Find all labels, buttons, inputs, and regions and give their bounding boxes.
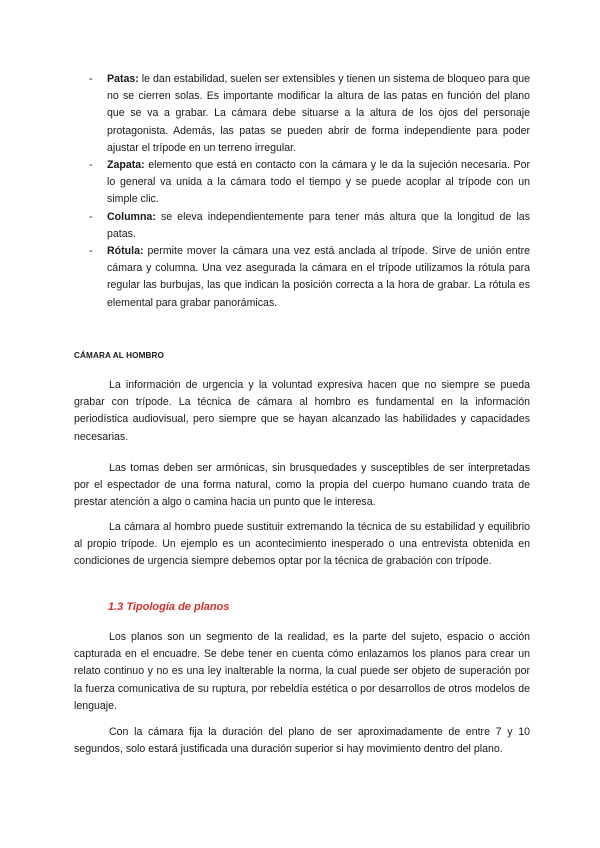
list-dash: - [89,210,93,223]
list-item-text: se eleva independientemente para tener más altura que la longitud de las patas. [107,210,530,240]
list-item-text: le dan estabilidad, suelen ser extensibles y tienen un sistema de bloqueo para que no se cierren solas. Es importante modificar la altura de las patas en función del plano que se va a grabar. La cámara debe situarse a la altura de los ojos del personaje protagonista. Además, las patas se pueden abrir de forma independiente para poder ajustar el trípode en un terreno irregular. [107,73,530,154]
list-dash: - [89,73,93,85]
paragraph: Los planos son un segmento de la realidad, es la parte del sujeto, espacio o acción capturada en el encuadre. Se debe tener en cuenta cómo enlazamos los planos para crear un relato continuo y no es una ley inalterable la norma, la cual puede ser objeto de superación por la fuerza comunicativa de su ruptura, por rebeldía estética o por desarrollos de otros modelos de lenguaje. [74,631,530,712]
list-item-term: Zapata: [107,159,145,172]
list-item [89,71,530,157]
paragraph: La información de urgencia y la voluntad expresiva hacen que no siempre se pueda grabar con trípode. La técnica de cámara al hombro es fundamental en la información periodística audiovisual, pero siempre que se hayan alcanzado las habilidades y capacidades necesarias. [74,379,530,443]
list-item-term: Columna: [107,210,156,223]
list-item [89,243,530,312]
list-item [89,209,530,243]
paragraph: La cámara al hombro puede sustituir extremando la técnica de su estabilidad y equilibrio al propio trípode. Un ejemplo es un acontecimiento inesperado o una entrevista obtenida en condiciones de urgencia siempre debemos optar por la técnica de grabación con trípode. [74,521,530,568]
list-dash: - [89,159,93,172]
paragraph: Con la cámara fija la duración del plano de ser aproximadamente de entre 7 y 10 segundos, solo estará justificada una duración superior si hay movimiento dentro del plano. [74,726,530,756]
list-item [89,157,530,209]
paragraph: Las tomas deben ser armónicas, sin brusquedades y susceptibles de ser interpretadas por el espectador de una forma natural, como la propia del cuerpo humano cuando trata de prestar atención a algo o camina hacia un punto que le interesa. [74,462,530,509]
list-item-term: Patas: [107,73,139,85]
subsection-heading: 1.3 Tipología de planos [108,601,230,613]
list-item-text: permite mover la cámara una vez está anclada al trípode. Sirve de unión entre cámara y columna. Una vez asegurada la cámara en el trípode utilizamos la rótula para regular las burbujas, las que indican la posición correcta a la hora de grabar. La rótula es elemental para grabar panorámicas. [107,245,530,309]
tripod-parts-list [89,71,530,312]
list-item-text: elemento que está en contacto con la cámara y le da la sujeción necesaria. Por lo general va unida a la cámara todo el tiempo y se puede acoplar al trípode con un simple clic. [107,159,530,206]
section-heading: CÁMARA AL HOMBRO [74,351,164,360]
list-dash: - [89,245,93,258]
list-item-term: Rótula: [107,245,144,258]
